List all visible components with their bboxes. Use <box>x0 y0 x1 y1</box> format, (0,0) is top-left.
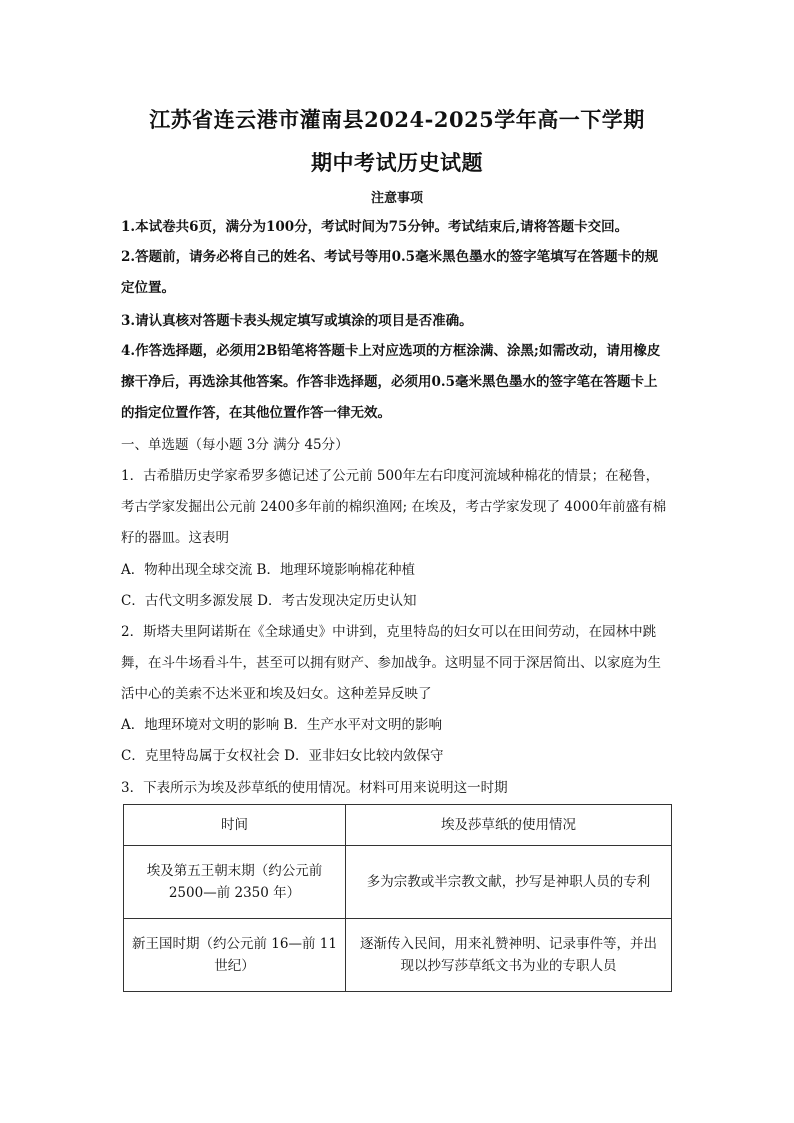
section-heading: 一、单选题（每小题 3分 满分 45分） <box>121 437 349 453</box>
table-row <box>124 919 672 992</box>
question-stem-line: 2．斯塔夫里阿诺斯在《全球通史》中讲到，克里特岛的妇女可以在田间劳动，在园林中跳 <box>121 624 657 640</box>
table-row <box>124 846 672 919</box>
table-header-cell: 埃及莎草纸的使用情况 <box>346 805 672 846</box>
cell-line: 世纪） <box>214 958 255 974</box>
notice-item: 2.答题前，请务必将自己的姓名、考试号等用0.5毫米黑色墨水的签字笔填写在答题卡的规 <box>121 249 659 265</box>
table-header-row <box>124 805 672 846</box>
question-stem-line: 1．古希腊历史学家希罗多德记述了公元前 500年左右印度河流域种棉花的情景；在秘鲁， <box>121 468 660 484</box>
notice-item: 擦干净后，再选涂其他答案。作答非选择题，必须用0.5毫米黑色墨水的签字笔在答题卡上 <box>121 374 658 390</box>
question-stem-line: 活中心的美索不达米亚和埃及妇女。这种差异反映了 <box>121 686 432 702</box>
answer-options: A．物种出现全球交流 B．地理环境影响棉花种植 <box>121 562 415 578</box>
question-stem-line: 籽的器皿。这表明 <box>121 530 229 546</box>
cell-line: 2500—前 2350 年） <box>168 885 301 901</box>
answer-options: C．古代文明多源发展 D．考古发现决定历史认知 <box>121 593 417 609</box>
cell-line: 埃及第五王朝末期（约公元前 <box>146 863 323 879</box>
cell-line: 多为宗教或半宗教文献，抄写是神职人员的专利 <box>366 874 651 890</box>
answer-options: A．地理环境对文明的影响 B．生产水平对文明的影响 <box>121 717 442 733</box>
question-stem-line: 3．下表所示为埃及莎草纸的使用情况。材料可用来说明这一时期 <box>121 780 508 796</box>
notice-item: 定位置。 <box>121 280 175 296</box>
papyrus-usage-table <box>123 804 672 992</box>
cell-line: 现以抄写莎草纸文书为业的专职人员 <box>400 958 617 974</box>
table-header-cell: 时间 <box>124 805 346 846</box>
notice-item: 3.请认真核对答题卡表头规定填写或填涂的项目是否准确。 <box>121 313 473 329</box>
cell-line: 新王国时期（约公元前 16—前 11 <box>132 936 337 952</box>
notice-item: 4.作答选择题，必须用2B铅笔将答题卡上对应选项的方框涂满、涂黑;如需改动，请用橡皮 <box>121 343 661 359</box>
question-stem-line: 考古学家发掘出公元前 2400多年前的棉织渔网; 在埃及，考古学家发现了 4000年前盛有棉 <box>121 499 667 515</box>
exam-title-line2: 期中考试历史试题 <box>311 150 483 175</box>
question-stem-line: 舞，在斗牛场看斗牛，甚至可以拥有财产、参加战争。这明显不同于深居简出、以家庭为生 <box>121 655 661 671</box>
table-cell-time <box>124 846 346 919</box>
table-cell-time <box>124 919 346 992</box>
exam-title-line1: 江苏省连云港市灌南县2024-2025学年高一下学期 <box>149 107 645 132</box>
table-cell-usage <box>346 846 672 919</box>
notice-heading: 注意事项 <box>370 191 423 206</box>
notice-item: 的指定位置作答，在其他位置作答一律无效。 <box>121 405 391 421</box>
notice-item: 1.本试卷共6页，满分为100分，考试时间为75分钟。考试结束后,请将答题卡交回。 <box>121 219 629 235</box>
answer-options: C．克里特岛属于女权社会 D．亚非妇女比较内敛保守 <box>121 748 444 764</box>
cell-line: 逐渐传入民间，用来礼赞神明、记录事件等，并出 <box>360 936 657 952</box>
table-cell-usage <box>346 919 672 992</box>
